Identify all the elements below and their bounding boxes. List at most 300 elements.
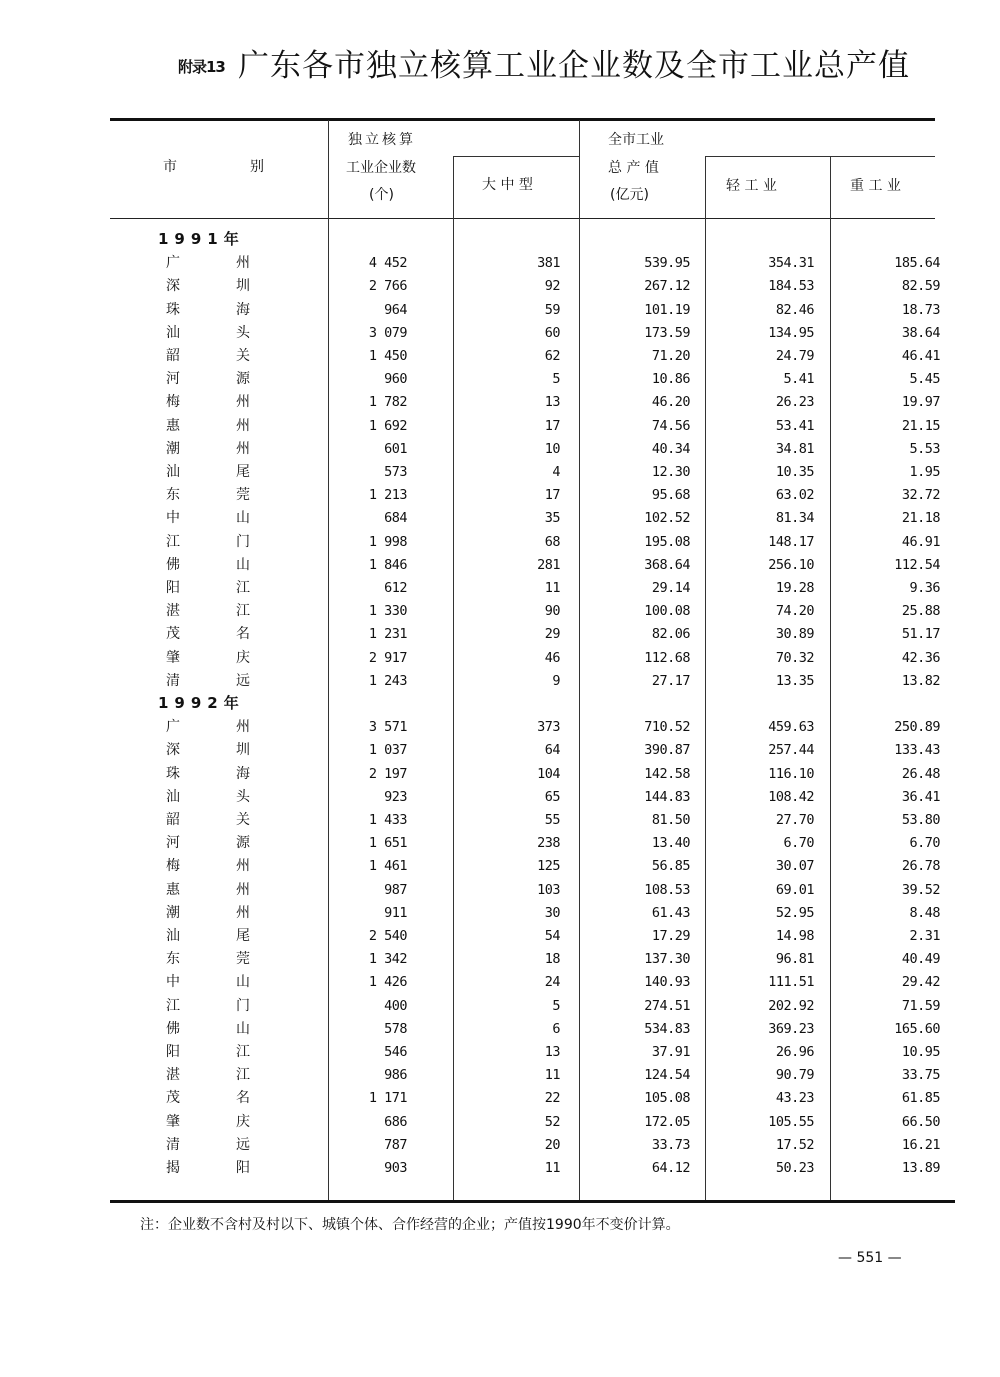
heavy-industry-output: 36.41 (901, 788, 940, 805)
large-medium-count: 13 (544, 394, 560, 411)
heavy-industry-output: 13.89 (901, 1160, 940, 1176)
large-medium-count: 30 (544, 904, 560, 921)
light-industry-output: 17.52 (775, 1136, 814, 1153)
large-medium-count: 46 (544, 649, 560, 666)
large-medium-count: 373 (537, 719, 560, 736)
total-output: 390.87 (644, 742, 690, 759)
light-industry-output: 30.89 (775, 626, 814, 643)
city-name-2: 州 (236, 394, 250, 411)
total-output: 74.56 (651, 417, 690, 434)
city-name-2: 尾 (236, 928, 250, 944)
city-name-1: 惠 (166, 417, 180, 434)
large-medium-count: 62 (544, 348, 560, 364)
city-name-1: 广 (166, 719, 180, 736)
table-row (0, 322, 1000, 345)
total-output: 274.51 (644, 997, 690, 1014)
total-output: 13.40 (651, 835, 690, 852)
light-industry-output: 354.31 (768, 255, 814, 272)
heavy-industry-output: 5.45 (909, 371, 940, 388)
total-output: 37.91 (651, 1044, 690, 1060)
heavy-industry-output: 51.17 (901, 626, 940, 643)
total-output: 172.05 (644, 1113, 690, 1130)
enterprise-count: 4 452 (368, 255, 407, 272)
large-medium-count: 35 (544, 510, 560, 527)
enterprise-count: 578 (384, 1020, 407, 1037)
enterprise-count: 1 330 (368, 603, 407, 620)
city-name-2: 州 (236, 904, 250, 921)
light-industry-output: 50.23 (775, 1160, 814, 1176)
city-name-2: 州 (236, 858, 250, 875)
table-row (0, 275, 1000, 298)
city-name-2: 州 (236, 881, 250, 898)
light-industry-output: 108.42 (768, 788, 814, 805)
enterprise-count: 787 (384, 1136, 407, 1153)
city-name-2: 门 (236, 533, 250, 550)
table-row (0, 484, 1000, 507)
total-output: 17.29 (651, 928, 690, 944)
total-output: 27.17 (651, 672, 690, 689)
total-output: 102.52 (644, 510, 690, 527)
heavy-industry-output: 26.78 (901, 858, 940, 875)
large-medium-count: 18 (544, 951, 560, 968)
total-output: 124.54 (644, 1067, 690, 1084)
city-name-1: 梅 (166, 858, 180, 875)
enterprise-count: 2 197 (368, 765, 407, 782)
table-row (0, 299, 1000, 322)
light-industry-output: 111.51 (768, 974, 814, 991)
large-medium-count: 125 (537, 858, 560, 875)
city-name-2: 门 (236, 997, 250, 1014)
light-industry-output: 19.28 (775, 580, 814, 596)
light-industry-output: 96.81 (775, 951, 814, 968)
city-name-2: 圳 (236, 742, 250, 759)
large-medium-count: 68 (544, 533, 560, 550)
city-name-1: 潮 (166, 440, 180, 457)
heavy-industry-output: 13.82 (901, 672, 940, 689)
header-large-medium: 大 中 型 (482, 177, 533, 193)
total-output: 100.08 (644, 603, 690, 620)
city-name-1: 中 (166, 974, 180, 991)
city-name-1: 珠 (166, 301, 180, 318)
header-enterprises-line2: 工业企业数 (346, 160, 416, 176)
city-name-1: 江 (166, 997, 180, 1014)
light-industry-output: 26.96 (775, 1044, 814, 1060)
city-name-2: 圳 (236, 278, 250, 295)
city-name-1: 汕 (166, 324, 180, 341)
enterprise-count: 684 (384, 510, 407, 527)
city-name-1: 茂 (166, 626, 180, 643)
large-medium-count: 24 (544, 974, 560, 991)
enterprise-count: 601 (384, 440, 407, 457)
city-name-1: 广 (166, 255, 180, 272)
city-name-1: 韶 (166, 348, 180, 364)
city-name-2: 名 (236, 626, 250, 643)
light-industry-output: 34.81 (775, 440, 814, 457)
table-row (0, 507, 1000, 530)
city-name-1: 深 (166, 278, 180, 295)
enterprise-count: 1 037 (368, 742, 407, 759)
enterprise-count: 1 692 (368, 417, 407, 434)
city-name-2: 州 (236, 440, 250, 457)
heavy-industry-output: 1.95 (909, 464, 940, 480)
heavy-industry-output: 39.52 (901, 881, 940, 898)
large-medium-count: 55 (544, 812, 560, 828)
enterprise-count: 1 213 (368, 487, 407, 504)
city-name-1: 清 (166, 1136, 180, 1153)
city-name-2: 江 (236, 1044, 250, 1060)
city-name-1: 韶 (166, 812, 180, 828)
city-name-1: 河 (166, 835, 180, 852)
total-output: 195.08 (644, 533, 690, 550)
page-title (178, 40, 910, 85)
city-name-1: 茂 (166, 1090, 180, 1107)
header-city-1: 市 (163, 159, 177, 175)
heavy-industry-output: 165.60 (894, 1020, 940, 1037)
city-name-1: 清 (166, 672, 180, 689)
table-row (0, 739, 1000, 762)
large-medium-count: 9 (552, 672, 560, 689)
heavy-industry-output: 61.85 (901, 1090, 940, 1107)
large-medium-count: 281 (537, 556, 560, 573)
city-name-1: 东 (166, 951, 180, 968)
heavy-industry-output: 185.64 (894, 255, 940, 272)
total-output: 267.12 (644, 278, 690, 295)
heavy-industry-output: 19.97 (901, 394, 940, 411)
total-output: 12.30 (651, 464, 690, 480)
light-industry-output: 24.79 (775, 348, 814, 364)
city-name-2: 远 (236, 672, 250, 689)
city-name-2: 州 (236, 255, 250, 272)
heavy-industry-output: 250.89 (894, 719, 940, 736)
enterprise-count: 1 342 (368, 951, 407, 968)
city-name-2: 江 (236, 580, 250, 596)
table-row (0, 415, 1000, 438)
city-name-2: 州 (236, 417, 250, 434)
large-medium-count: 17 (544, 417, 560, 434)
city-name-2: 头 (236, 324, 250, 341)
table-row (0, 832, 1000, 855)
heavy-industry-output: 21.18 (901, 510, 940, 527)
enterprise-count: 573 (384, 464, 407, 480)
light-industry-output: 256.10 (768, 556, 814, 573)
city-name-2: 莞 (236, 951, 250, 968)
enterprise-count: 1 651 (368, 835, 407, 852)
total-output: 56.85 (651, 858, 690, 875)
total-output: 710.52 (644, 719, 690, 736)
table-row (0, 438, 1000, 461)
light-industry-output: 257.44 (768, 742, 814, 759)
light-industry-output: 13.35 (775, 672, 814, 689)
subheader-rule (453, 156, 579, 157)
large-medium-count: 54 (544, 928, 560, 944)
total-output: 64.12 (651, 1160, 690, 1176)
light-industry-output: 202.92 (768, 997, 814, 1014)
large-medium-count: 65 (544, 788, 560, 805)
large-medium-count: 10 (544, 440, 560, 457)
header-enterprises-line1: 独立核算 (348, 132, 416, 148)
header-output-line2: 总 产 值 (608, 160, 659, 176)
city-name-1: 中 (166, 510, 180, 527)
table-row (0, 577, 1000, 600)
city-name-2: 名 (236, 1090, 250, 1107)
city-name-2: 山 (236, 974, 250, 991)
enterprise-count: 923 (384, 788, 407, 805)
light-industry-output: 14.98 (775, 928, 814, 944)
total-output: 81.50 (651, 812, 690, 828)
table-row (0, 647, 1000, 670)
heavy-industry-output: 18.73 (901, 301, 940, 318)
heavy-industry-output: 2.31 (909, 928, 940, 944)
table-row (0, 716, 1000, 739)
enterprise-count: 1 231 (368, 626, 407, 643)
total-output: 105.08 (644, 1090, 690, 1107)
city-name-1: 湛 (166, 603, 180, 620)
city-name-2: 庆 (236, 1113, 250, 1130)
table-row (0, 879, 1000, 902)
heavy-industry-output: 46.91 (901, 533, 940, 550)
city-name-1: 汕 (166, 788, 180, 805)
table-row (0, 1087, 1000, 1110)
table-row (0, 554, 1000, 577)
light-industry-output: 369.23 (768, 1020, 814, 1037)
heavy-industry-output: 10.95 (901, 1044, 940, 1060)
table-row (0, 855, 1000, 878)
table-row (0, 1064, 1000, 1087)
heavy-industry-output: 133.43 (894, 742, 940, 759)
city-name-2: 山 (236, 510, 250, 527)
city-name-1: 梅 (166, 394, 180, 411)
large-medium-count: 11 (544, 580, 560, 596)
heavy-industry-output: 42.36 (901, 649, 940, 666)
large-medium-count: 17 (544, 487, 560, 504)
large-medium-count: 104 (537, 765, 560, 782)
large-medium-count: 6 (552, 1020, 560, 1037)
city-name-2: 海 (236, 301, 250, 318)
heavy-industry-output: 38.64 (901, 324, 940, 341)
city-name-2: 关 (236, 348, 250, 364)
total-output: 368.64 (644, 556, 690, 573)
total-output: 539.95 (644, 255, 690, 272)
large-medium-count: 238 (537, 835, 560, 852)
total-output: 534.83 (644, 1020, 690, 1037)
light-industry-output: 70.32 (775, 649, 814, 666)
heavy-industry-output: 112.54 (894, 556, 940, 573)
city-name-1: 汕 (166, 464, 180, 480)
city-name-2: 江 (236, 603, 250, 620)
table-row (0, 948, 1000, 971)
heavy-industry-output: 40.49 (901, 951, 940, 968)
total-output: 142.58 (644, 765, 690, 782)
heavy-industry-output: 25.88 (901, 603, 940, 620)
table-row (0, 345, 1000, 368)
table-row (0, 1157, 1000, 1180)
light-industry-output: 10.35 (775, 464, 814, 480)
total-output: 29.14 (651, 580, 690, 596)
title-text: 广东各市独立核算工业企业数及全市工业总产值 (237, 48, 910, 84)
city-name-2: 关 (236, 812, 250, 828)
city-name-1: 湛 (166, 1067, 180, 1084)
light-industry-output: 459.63 (768, 719, 814, 736)
heavy-industry-output: 29.42 (901, 974, 940, 991)
enterprise-count: 911 (384, 904, 407, 921)
city-name-2: 庆 (236, 649, 250, 666)
enterprise-count: 960 (384, 371, 407, 388)
city-name-1: 河 (166, 371, 180, 388)
heavy-industry-output: 26.48 (901, 765, 940, 782)
table-note: 注：企业数不含村及村以下、城镇个体、合作经营的企业；产值按1990年不变价计算。 (140, 1217, 680, 1233)
large-medium-count: 5 (552, 997, 560, 1014)
table-row (0, 925, 1000, 948)
header-enterprises-unit: (个) (369, 187, 394, 203)
heavy-industry-output: 8.48 (909, 904, 940, 921)
table-row (0, 995, 1000, 1018)
city-name-2: 江 (236, 1067, 250, 1084)
city-name-1: 汕 (166, 928, 180, 944)
city-name-1: 阳 (166, 1044, 180, 1060)
city-name-2: 源 (236, 371, 250, 388)
city-name-2: 海 (236, 765, 250, 782)
enterprise-count: 3 079 (368, 324, 407, 341)
city-name-2: 山 (236, 556, 250, 573)
enterprise-count: 1 782 (368, 394, 407, 411)
total-output: 33.73 (651, 1136, 690, 1153)
heavy-industry-output: 71.59 (901, 997, 940, 1014)
total-output: 108.53 (644, 881, 690, 898)
enterprise-count: 1 450 (368, 348, 407, 364)
table-row (0, 670, 1000, 693)
enterprise-count: 1 426 (368, 974, 407, 991)
table-top-rule (110, 118, 935, 121)
total-output: 140.93 (644, 974, 690, 991)
light-industry-output: 82.46 (775, 301, 814, 318)
subheader-rule (705, 156, 935, 157)
light-industry-output: 43.23 (775, 1090, 814, 1107)
city-name-2: 尾 (236, 464, 250, 480)
enterprise-count: 903 (384, 1160, 407, 1176)
enterprise-count: 686 (384, 1113, 407, 1130)
light-industry-output: 184.53 (768, 278, 814, 295)
heavy-industry-output: 53.80 (901, 812, 940, 828)
city-name-2: 阳 (236, 1160, 250, 1176)
header-heavy-industry: 重 工 业 (850, 178, 901, 194)
header-bottom-rule (110, 218, 935, 219)
city-name-2: 山 (236, 1020, 250, 1037)
enterprise-count: 986 (384, 1067, 407, 1084)
heavy-industry-output: 66.50 (901, 1113, 940, 1130)
city-name-1: 江 (166, 533, 180, 550)
light-industry-output: 134.95 (768, 324, 814, 341)
city-name-2: 源 (236, 835, 250, 852)
total-output: 10.86 (651, 371, 690, 388)
light-industry-output: 116.10 (768, 765, 814, 782)
city-name-1: 深 (166, 742, 180, 759)
heavy-industry-output: 82.59 (901, 278, 940, 295)
table-row (0, 1134, 1000, 1157)
city-name-1: 肇 (166, 1113, 180, 1130)
light-industry-output: 148.17 (768, 533, 814, 550)
total-output: 82.06 (651, 626, 690, 643)
year-section-label: 1992年 (158, 694, 245, 712)
enterprise-count: 1 846 (368, 556, 407, 573)
city-name-1: 佛 (166, 556, 180, 573)
total-output: 173.59 (644, 324, 690, 341)
light-industry-output: 26.23 (775, 394, 814, 411)
table-row (0, 391, 1000, 414)
table-row (0, 971, 1000, 994)
table-row (0, 786, 1000, 809)
large-medium-count: 20 (544, 1136, 560, 1153)
table-row (0, 902, 1000, 925)
table-row (0, 1111, 1000, 1134)
enterprise-count: 1 243 (368, 672, 407, 689)
city-name-2: 远 (236, 1136, 250, 1153)
city-name-1: 东 (166, 487, 180, 504)
enterprise-count: 1 998 (368, 533, 407, 550)
large-medium-count: 381 (537, 255, 560, 272)
heavy-industry-output: 9.36 (909, 580, 940, 596)
city-name-2: 州 (236, 719, 250, 736)
heavy-industry-output: 6.70 (909, 835, 940, 852)
table-row (0, 623, 1000, 646)
light-industry-output: 81.34 (775, 510, 814, 527)
enterprise-count: 1 433 (368, 812, 407, 828)
light-industry-output: 63.02 (775, 487, 814, 504)
light-industry-output: 30.07 (775, 858, 814, 875)
year-section-label: 1991年 (158, 230, 245, 248)
heavy-industry-output: 21.15 (901, 417, 940, 434)
enterprise-count: 987 (384, 881, 407, 898)
heavy-industry-output: 32.72 (901, 487, 940, 504)
header-output-unit: (亿元) (610, 187, 649, 203)
large-medium-count: 13 (544, 1044, 560, 1060)
appendix-number: 附录13 (178, 58, 225, 76)
city-name-1: 珠 (166, 765, 180, 782)
enterprise-count: 3 571 (368, 719, 407, 736)
light-industry-output: 5.41 (783, 371, 814, 388)
heavy-industry-output: 46.41 (901, 348, 940, 364)
city-name-1: 肇 (166, 649, 180, 666)
large-medium-count: 60 (544, 324, 560, 341)
city-name-1: 阳 (166, 580, 180, 596)
light-industry-output: 53.41 (775, 417, 814, 434)
large-medium-count: 29 (544, 626, 560, 643)
heavy-industry-output: 33.75 (901, 1067, 940, 1084)
total-output: 71.20 (651, 348, 690, 364)
city-name-1: 揭 (166, 1160, 180, 1176)
total-output: 61.43 (651, 904, 690, 921)
city-name-2: 头 (236, 788, 250, 805)
enterprise-count: 964 (384, 301, 407, 318)
city-name-1: 潮 (166, 904, 180, 921)
light-industry-output: 52.95 (775, 904, 814, 921)
enterprise-count: 2 917 (368, 649, 407, 666)
enterprise-count: 1 461 (368, 858, 407, 875)
light-industry-output: 27.70 (775, 812, 814, 828)
total-output: 137.30 (644, 951, 690, 968)
large-medium-count: 90 (544, 603, 560, 620)
total-output: 95.68 (651, 487, 690, 504)
large-medium-count: 59 (544, 301, 560, 318)
light-industry-output: 105.55 (768, 1113, 814, 1130)
total-output: 112.68 (644, 649, 690, 666)
table-row (0, 1041, 1000, 1064)
large-medium-count: 11 (544, 1160, 560, 1176)
total-output: 46.20 (651, 394, 690, 411)
light-industry-output: 90.79 (775, 1067, 814, 1084)
large-medium-count: 92 (544, 278, 560, 295)
total-output: 101.19 (644, 301, 690, 318)
heavy-industry-output: 5.53 (909, 440, 940, 457)
